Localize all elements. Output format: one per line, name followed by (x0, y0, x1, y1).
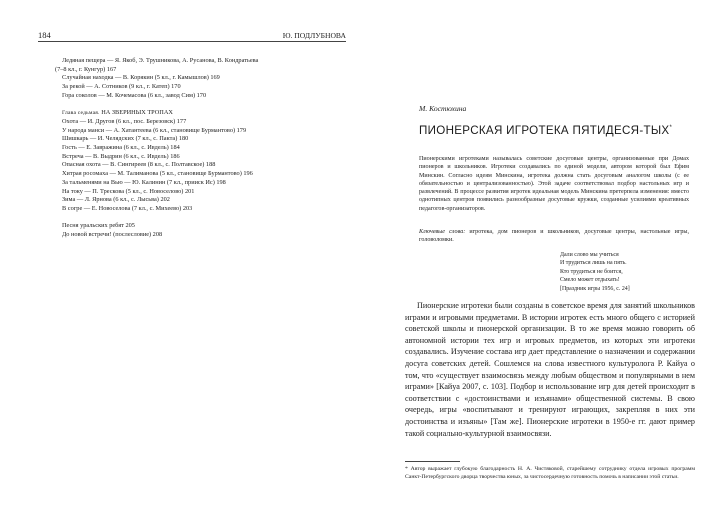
toc-entry: За тальменями на Вью — Ю. Калинин (7 кл., прииск Ис) 198 (62, 178, 226, 186)
article-author: М. Костюхина (419, 104, 467, 113)
toc-entry: На току — П. Трескова (5 кл., с. Новоселово) 201 (62, 187, 195, 195)
epigraph-source: [Праздник игры 1956, с. 24] (560, 286, 630, 293)
epigraph-line: И трудиться лишь на пять. (560, 260, 627, 267)
toc-entry: Хитрая росомаха — М. Талиманова (5 кл., становище Бурмантово) 196 (62, 170, 253, 178)
toc-entry: Встреча — В. Выдрин (6 кл., с. Ивдель) 186 (62, 152, 180, 160)
toc-entry: За рекой — А. Сотников (9 кл., г. Катеп) 170 (62, 83, 181, 91)
keywords-text: игротека, дом пионеров и школьников, досуговые центры, настольные игры, головоломки. (419, 229, 690, 244)
toc-entry: У народа манси — А. Хатантеева (6 кл., становище Бурмантово) 179 (62, 126, 247, 134)
table-of-contents (55, 57, 312, 240)
toc-entry: Гость — Е. Завражина (6 кл., с. Ивдель) 184 (62, 144, 180, 152)
toc-chapter-heading (62, 109, 312, 118)
epigraph-line: Кто трудиться не боится, (560, 268, 623, 275)
footnote-rule (405, 461, 460, 462)
chapter-title: НА ЗВЕРИНЫХ ТРОПАХ (101, 109, 173, 117)
epigraph-line: Дали слово мы учиться (560, 252, 619, 258)
running-head (38, 30, 346, 40)
article-keywords (419, 228, 689, 245)
footnote: * Автор выражает глубокую благодарность Н. А. Чистяковой, старейшему сотруднику отдела игровых программ Санкт-Петербургского дворца творчества юных, за чистосердечную готовность помочь в написании этой статьи. (405, 466, 695, 480)
article-body: Пионерские игротеки были созданы в советское время для занятий школьников играми и игровыми предметами. В истории игротек есть много общего с историей советской школы и пионерской организации. В то же время можно говорить об автономной истории тех игр и игровых предметов, из которых эти игротеки создавались. Изучение состава игр дает представление о назначении и содержании досуга советских детей. Сошлемся на слова известного культуролога Р. Кайуа о том, что «существует взаимосвязь между любым обществом и популярными в нем играми» [Кайуа 2007, с. 103]. Подбор и использование игр для детей происходит в соответствии с «достоинствами и изъянами» общественной системы. В свою очередь, игры «воспитывают и тренируют играющих, закрепляя в них эти достоинства и изъяны» [Там же]. Пионерские игротеки в 1950-е гг. дают пример такой социально-культурной взаимосвязи. (405, 301, 695, 438)
toc-entry: Шишкарь — И. Челядских (7 кл., с. Пакта) 180 (62, 135, 189, 143)
page-number: 184 (38, 30, 51, 40)
toc-entry: Случайная находка — В. Корякин (5 кл., г. Камышлов) 169 (62, 74, 220, 82)
toc-entry: Песня уральских ребят 205 (62, 222, 135, 230)
article-title-text: ПИОНЕРСКАЯ ИГРОТЕКА ПЯТИДЕСЯ-ТЫХ (419, 123, 670, 137)
right-page (355, 0, 710, 532)
toc-entry: В согре — Е. Новоселова (7 кл., с. Михеево) 203 (62, 204, 193, 212)
article-abstract: Пионерскими игротеками называлась советские досуговые центры, организованные при Домах пионеров и школьников. Игротеки создавались по единой модели, автором которой был Ефим Минскин. Согласно идеям Минскина, игротека должна стать досуговым аналогом школы (с ее обязательностью и централизованностью). Этой задаче соответствовал подбор настольных игр и развлечений. В процессе развития игротек идеальная модель Минскина претерпела изменения: вместо однотипных центров появились разнообразные досуговые кружки, созданные усилиями креативных педагогов-организаторов. (419, 156, 689, 212)
chapter-label: Глава седьмая. (62, 110, 100, 117)
running-head-author: Ю. ПОДЛУБНОВА (282, 31, 346, 40)
toc-entry: Опасная охота — В. Сингиреев (8 кл., с. Полтавское) 188 (62, 161, 216, 169)
article-title (419, 121, 689, 138)
footnote-marker: * (669, 125, 673, 131)
header-rule (38, 41, 346, 42)
epigraph-line: Смело может отдыхать! (560, 277, 620, 284)
toc-entry: Гора соколов — М. Кочемасова (6 кл., завод Сим) 170 (62, 91, 207, 99)
toc-entry: До новой встречи! (послесловие) 208 (62, 231, 163, 239)
toc-entry: Охота — И. Другов (6 кл., пос. Березовск) 177 (62, 117, 187, 125)
toc-entry: (7–8 кл., г. Кунгур) 167 (55, 65, 117, 73)
epigraph (560, 251, 690, 294)
toc-entry: Ледяная пещера — Я. Якоб, Э. Трушникова, А. Русанова, В. Кондратьева (62, 57, 259, 64)
keywords-label: Ключевые слова: (419, 229, 466, 235)
toc-entry: Зима — Л. Ярнова (6 кл., с. Лысьва) 202 (62, 196, 170, 204)
